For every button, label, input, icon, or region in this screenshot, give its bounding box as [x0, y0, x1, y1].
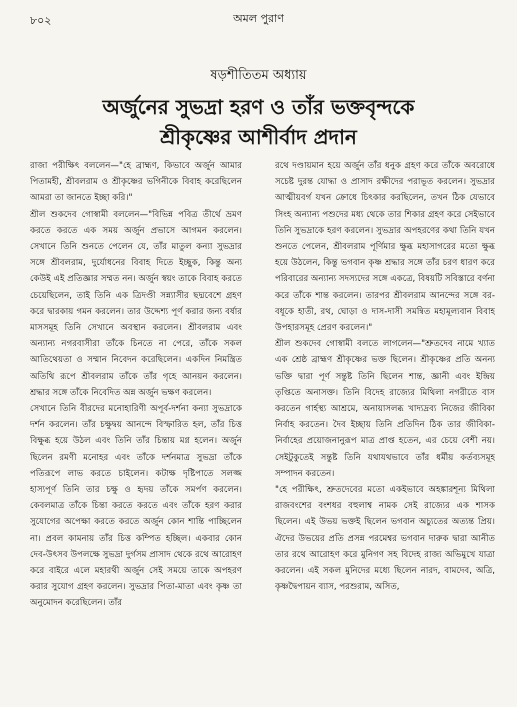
running-title: অমল পুরাণ [233, 12, 284, 25]
chapter-title-line-1: অর্জুনের সুভদ্রা হরণ ও তাঁর ভক্তবৃন্দকে [102, 95, 415, 119]
chapter-title-line-2: শ্রীকৃষ্ণের আশীর্বাদ প্রদান [160, 125, 357, 149]
paragraph: রাজা পরীক্ষিৎ বললেন—"হে ব্রাহ্মণ, কিভাবে অর্জুন আমার পিতামহী, শ্রীবলরাম ও শ্রীকৃষ্ণের ভগিনীকে বিবাহ করেছিলেন আমরা তা জানতে ইচ্ছা করি।" [30, 161, 242, 204]
left-column [30, 158, 242, 693]
paragraph: রথে দণ্ডায়মান হয়ে অর্জুন তাঁর ধনুক গ্রহণ করে তাঁকে অবরোধে সচেষ্ট দুরন্ত যোদ্ধা ও প্রাসাদ রক্ষীদের পরাভূত করলেন। সুভদ্রার আত্মীয়বর্গ যখন ক্রোধে চিৎকার করছিলেন, তখন ঠিক যেভাবে সিংহ অন্যান্য পশুদের মধ্য থেকে তার শিকার গ্রহণ করে সেইভাবে তিনি সুভদ্রাকে হরণ করলেন। সুভদ্রার অপহরণের কথা তিনি যখন শুনতে পেলেন, শ্রীবলরাম পূর্ণিমার ক্ষুব্ধ মহাসাগরের মতো ক্ষুব্ধ হয়ে উঠলেন, কিন্তু ভগবান কৃষ্ণ শ্রদ্ধার সঙ্গে তাঁর চরণ ধারণ করে পরিবারের অন্যান্য সদস্যদের সঙ্গে একত্রে, বিষয়টি সবিস্তারে বর্ণনা করে তাঁকে শান্ত করলেন। তারপর শ্রীবলরাম আনন্দের সঙ্গে বর-বধূকে হাতী, রথ, ঘোড়া ও দাস-দাসী সমন্বিত মহামূল্যবান বিবাহ উপহারসমূহ প্রেরণ করলেন।" [275, 161, 495, 334]
chapter-name: ষড়শীতিতম অধ্যায় [210, 68, 307, 83]
paragraph: শ্রীল শুকদেব গোস্বামী বলতে লাগলেন—"শ্রুতদেব নামে খ্যাত এক শ্রেষ্ঠ ব্রাহ্মণ শ্রীকৃষ্ণের ভক্ত ছিলেন। শ্রীকৃষ্ণের প্রতি অনন্য ভক্তি দ্বারা পূর্ণ সন্তুষ্ট তিনি ছিলেন শান্ত, জ্ঞানী এবং ইন্দ্রিয় তৃপ্তিতে অনাসক্ত। তিনি বিদেহ রাজ্যের মিথিলা নগরীতে বাস করতেন গার্হস্থ্য আশ্রমে, অনায়াসলব্ধ খাদ্যদ্রব্য নিজের জীবিকা নির্বাহ করতেন। দৈব ইচ্ছায় তিনি প্রতিদিন ঠিক তার জীবিকা-নির্বাহের প্রয়োজনানুরূপ মাত্র প্রাপ্ত হতেন, এর চেয়ে বেশী নয়। সেইটুকুতেই সন্তুষ্ট তিনি যথাযথভাবে তাঁর ধর্মীয় কর্তব্যসমূহ সম্পাদন করতেন। [275, 339, 495, 479]
chapter-title [0, 92, 517, 152]
paragraph: সেখানে তিনি বীরদের মনোহারিণী অপূর্ব-দর্শনা কন্যা সুভদ্রাকে দর্শন করলেন। তাঁর চক্ষুদ্বয় আনন্দে বিস্ফারিত হল, তাঁর চিত্ত বিক্ষুব্ধ হয়ে উঠল এবং তিনি তাঁর চিন্তায় মগ্ন হলেন। অর্জুন ছিলেন রমণী মনোহর এবং তাঁকে দর্শনমাত্র সুভদ্রা তাঁকে পতিরূপে লাভ করতে চাইলেন। কটাক্ষ দৃষ্টিপাতে সলজ্জ হাস্যপূর্ণ তিনি তার চক্ষু ও হৃদয় তাঁকে সমর্পণ করলেন। কেবলমাত্র তাঁকে চিন্তা করতে করতে এবং তাঁকে হরণ করার সুযোগের অপেক্ষা করতে করতে অর্জুন কোন শান্তি পাচ্ছিলেন না। প্রবল কামনায় তাঁর চিত্ত কম্পিত হচ্ছিল। একবার কোন দেব-উৎসব উপলক্ষে সুভদ্রা দুর্গসম প্রাসাদ থেকে রথে আরোহণ করে বাইরে এলে মহারথী অর্জুন সেই সময়ে তাকে অপহরণ করার সুযোগ গ্রহণ করলেন। সুভদ্রার পিতা-মাতা এবং কৃষ্ণ তা অনুমোদন করেছিলেন। তাঁর [30, 404, 242, 609]
paragraph: "হে পরীক্ষিৎ, শ্রুতদেবের মতো একইভাবে অহঙ্কারশূন্য মিথিলা রাজবংশের বংশধর বহুলাশ্ব নামক সেই রাজ্যের এক শাসক ছিলেন। এই উভয় ভক্তই ছিলেন ভগবান অচ্যুতের অত্যন্ত প্রিয়। ঐদের উভয়ের প্রতি প্রসন্ন পরমেশ্বর ভগবান দারুক দ্বারা আনীত তার রথে আরোহণ করে মুনিগণ সহ বিদেহ রাজ্য অভিমুখে যাত্রা করলেন। এই সকল মুনিদের মধ্যে ছিলেন নারদ, বামদেব, অত্রি, কৃষ্ণদ্বৈপায়ন ব্যাস, পরশুরাম, অসিত, [275, 485, 495, 593]
page-number: ৮০২ [30, 14, 52, 27]
right-column [275, 158, 495, 693]
paragraph: শ্রীল শুকদেব গোস্বামী বললেন—"বিভিন্ন পবিত্র তীর্থে ভ্রমণ করতে করতে এক সময় অর্জুন প্রভাসে আগমন করলেন। সেখানে তিনি শুনতে পেলেন যে, তাঁর মাতুল কন্যা সুভদ্রার সঙ্গে শ্রীবলরাম, দুর্যোধনের বিবাহ দিতে ইচ্ছুক, কিন্তু অন্য কেউই এই প্রতিজ্ঞার সম্মত নন। অর্জুন স্বয়ং তাকে বিবাহ করতে চেয়েছিলেন, তাই তিনি এক ত্রিদণ্ডী সন্ন্যাসীর ছদ্মবেশে গ্রহণ করে দ্বারকায় গমন করলেন। তার উদ্দেশ্য পূর্ণ করার জন্য বর্ষার মাসসমূহ তিনি সেখানে অবস্থান করলেন। শ্রীবলরাম এবং অন্যান্য নগরবাসীরা তাঁকে চিনতে না পেরে, তাঁকে সকল আতিথেয়তা ও সম্মান নিবেদন করেছিলেন। একদিন নিমন্ত্রিত অতিথি রূপে শ্রীবলরাম তাঁকে তাঁর গৃহে আনয়ন করলেন। শ্রদ্ধার সঙ্গে তাঁকে নিবেদিত অন্ন অর্জুন ভক্ষণ করলেন। [30, 209, 242, 398]
